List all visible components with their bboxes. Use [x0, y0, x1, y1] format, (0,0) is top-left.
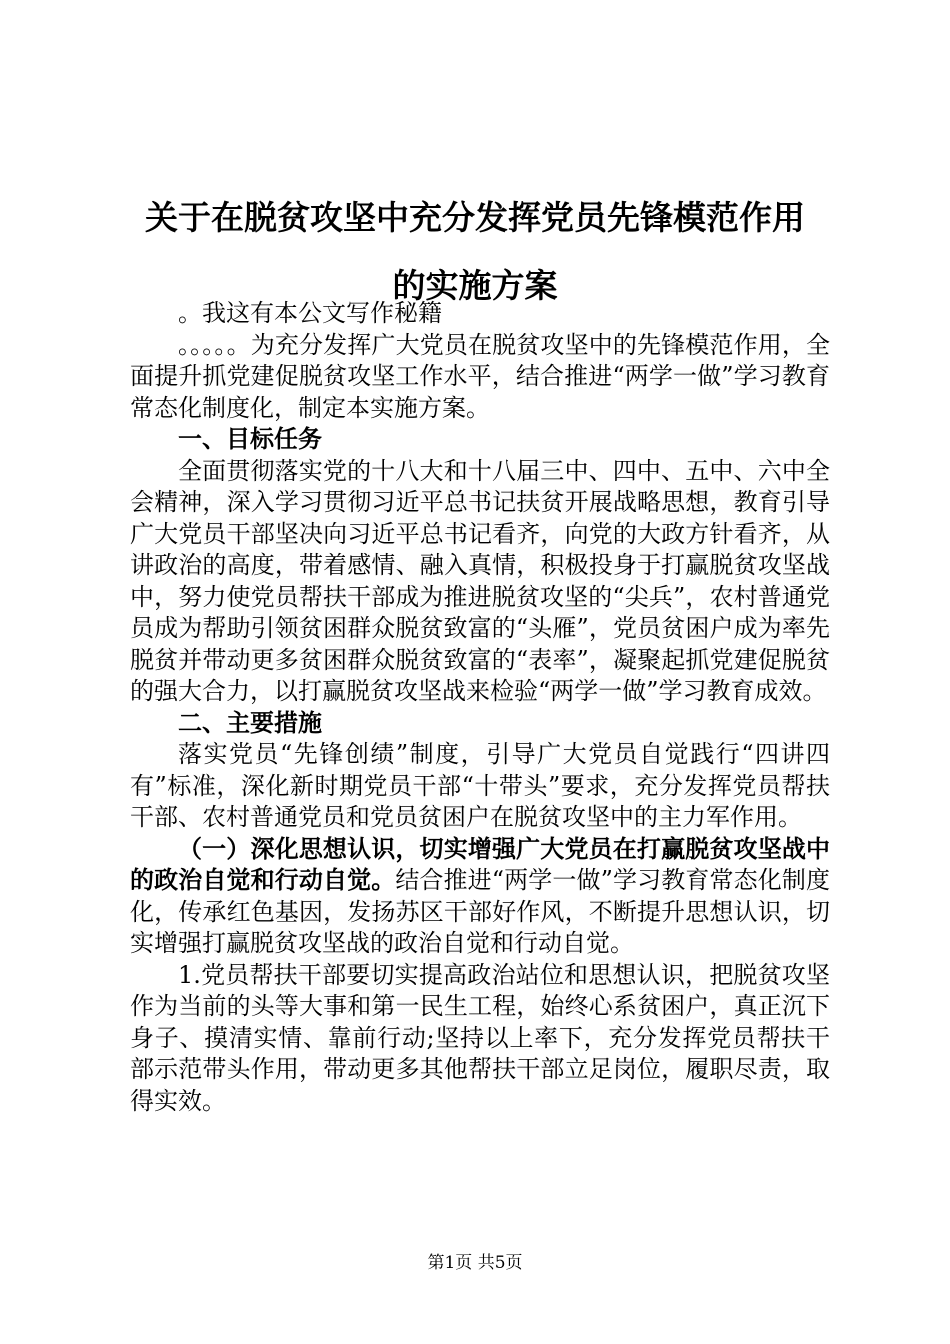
section-heading-goals: 一、目标任务 — [178, 425, 322, 453]
subsection-1-heading: （一）深化思想认识，切实增强广大党员在打赢脱贫攻坚战中的政治自觉和行动自觉。 — [130, 834, 830, 894]
item-1-paragraph: 1.党员帮扶干部要切实提高政治站位和思想认识，把脱贫攻坚作为当前的头等大事和第一民生工程，始终心系贫困户，真正沉下身子、摸清实情、靠前行动;坚持以上率下，充分发挥党员帮扶干部示范带头作用，带动更多其他帮扶干部立足岗位，履职尽责，取得实效。 — [130, 960, 830, 1115]
page-footer: 第1页 共5页 — [427, 1253, 523, 1273]
document-body — [130, 298, 830, 1117]
intro-paragraph-1: 。我这有本公文写作秘籍 — [178, 299, 442, 327]
intro-paragraph-2: 。。。。。为充分发挥广大党员在脱贫攻坚中的先锋模范作用，全面提升抓党建促脱贫攻坚工作水平，结合推进“两学一做”学习教育常态化制度化，制定本实施方案。 — [130, 330, 830, 422]
title-line-2: 的实施方案 — [392, 266, 558, 305]
title-line-1: 关于在脱贫攻坚中充分发挥党员先锋模范作用 — [145, 198, 805, 237]
section-heading-measures: 二、主要措施 — [178, 708, 322, 737]
measures-paragraph: 落实党员“先锋创绩”制度，引导广大党员自觉践行“四讲四有”标准，深化新时期党员干部“十带头”要求，充分发挥党员帮扶干部、农村普通党员和党员贫困户在脱贫攻坚中的主力军作用。 — [130, 740, 830, 831]
subsection-1-paragraph — [130, 834, 830, 960]
subsection-1-text: 结合推进“两学一做”学习教育常态化制度化，传承红色基因，发扬苏区干部好作风，不断提升思想认识，切实增强打赢脱贫攻坚战的政治自觉和行动自觉。 — [130, 866, 830, 957]
goals-paragraph: 全面贯彻落实党的十八大和十八届三中、四中、五中、六中全会精神，深入学习贯彻习近平总书记扶贫开展战略思想，教育引导广大党员干部坚决向习近平总书记看齐，向党的大政方针看齐，从讲政治的高度，带着感情、融入真情，积极投身于打赢脱贫攻坚战中，努力使党员帮扶干部成为推进脱贫攻坚的“尖兵”，农村普通党员成为帮助引领贫困群众脱贫致富的“头雁”，党员贫困户成为率先脱贫并带动更多贫困群众脱贫致富的“表率”，凝聚起抓党建促脱贫的强大合力，以打赢脱贫攻坚战来检验“两学一做”学习教育成效。 — [130, 456, 830, 705]
